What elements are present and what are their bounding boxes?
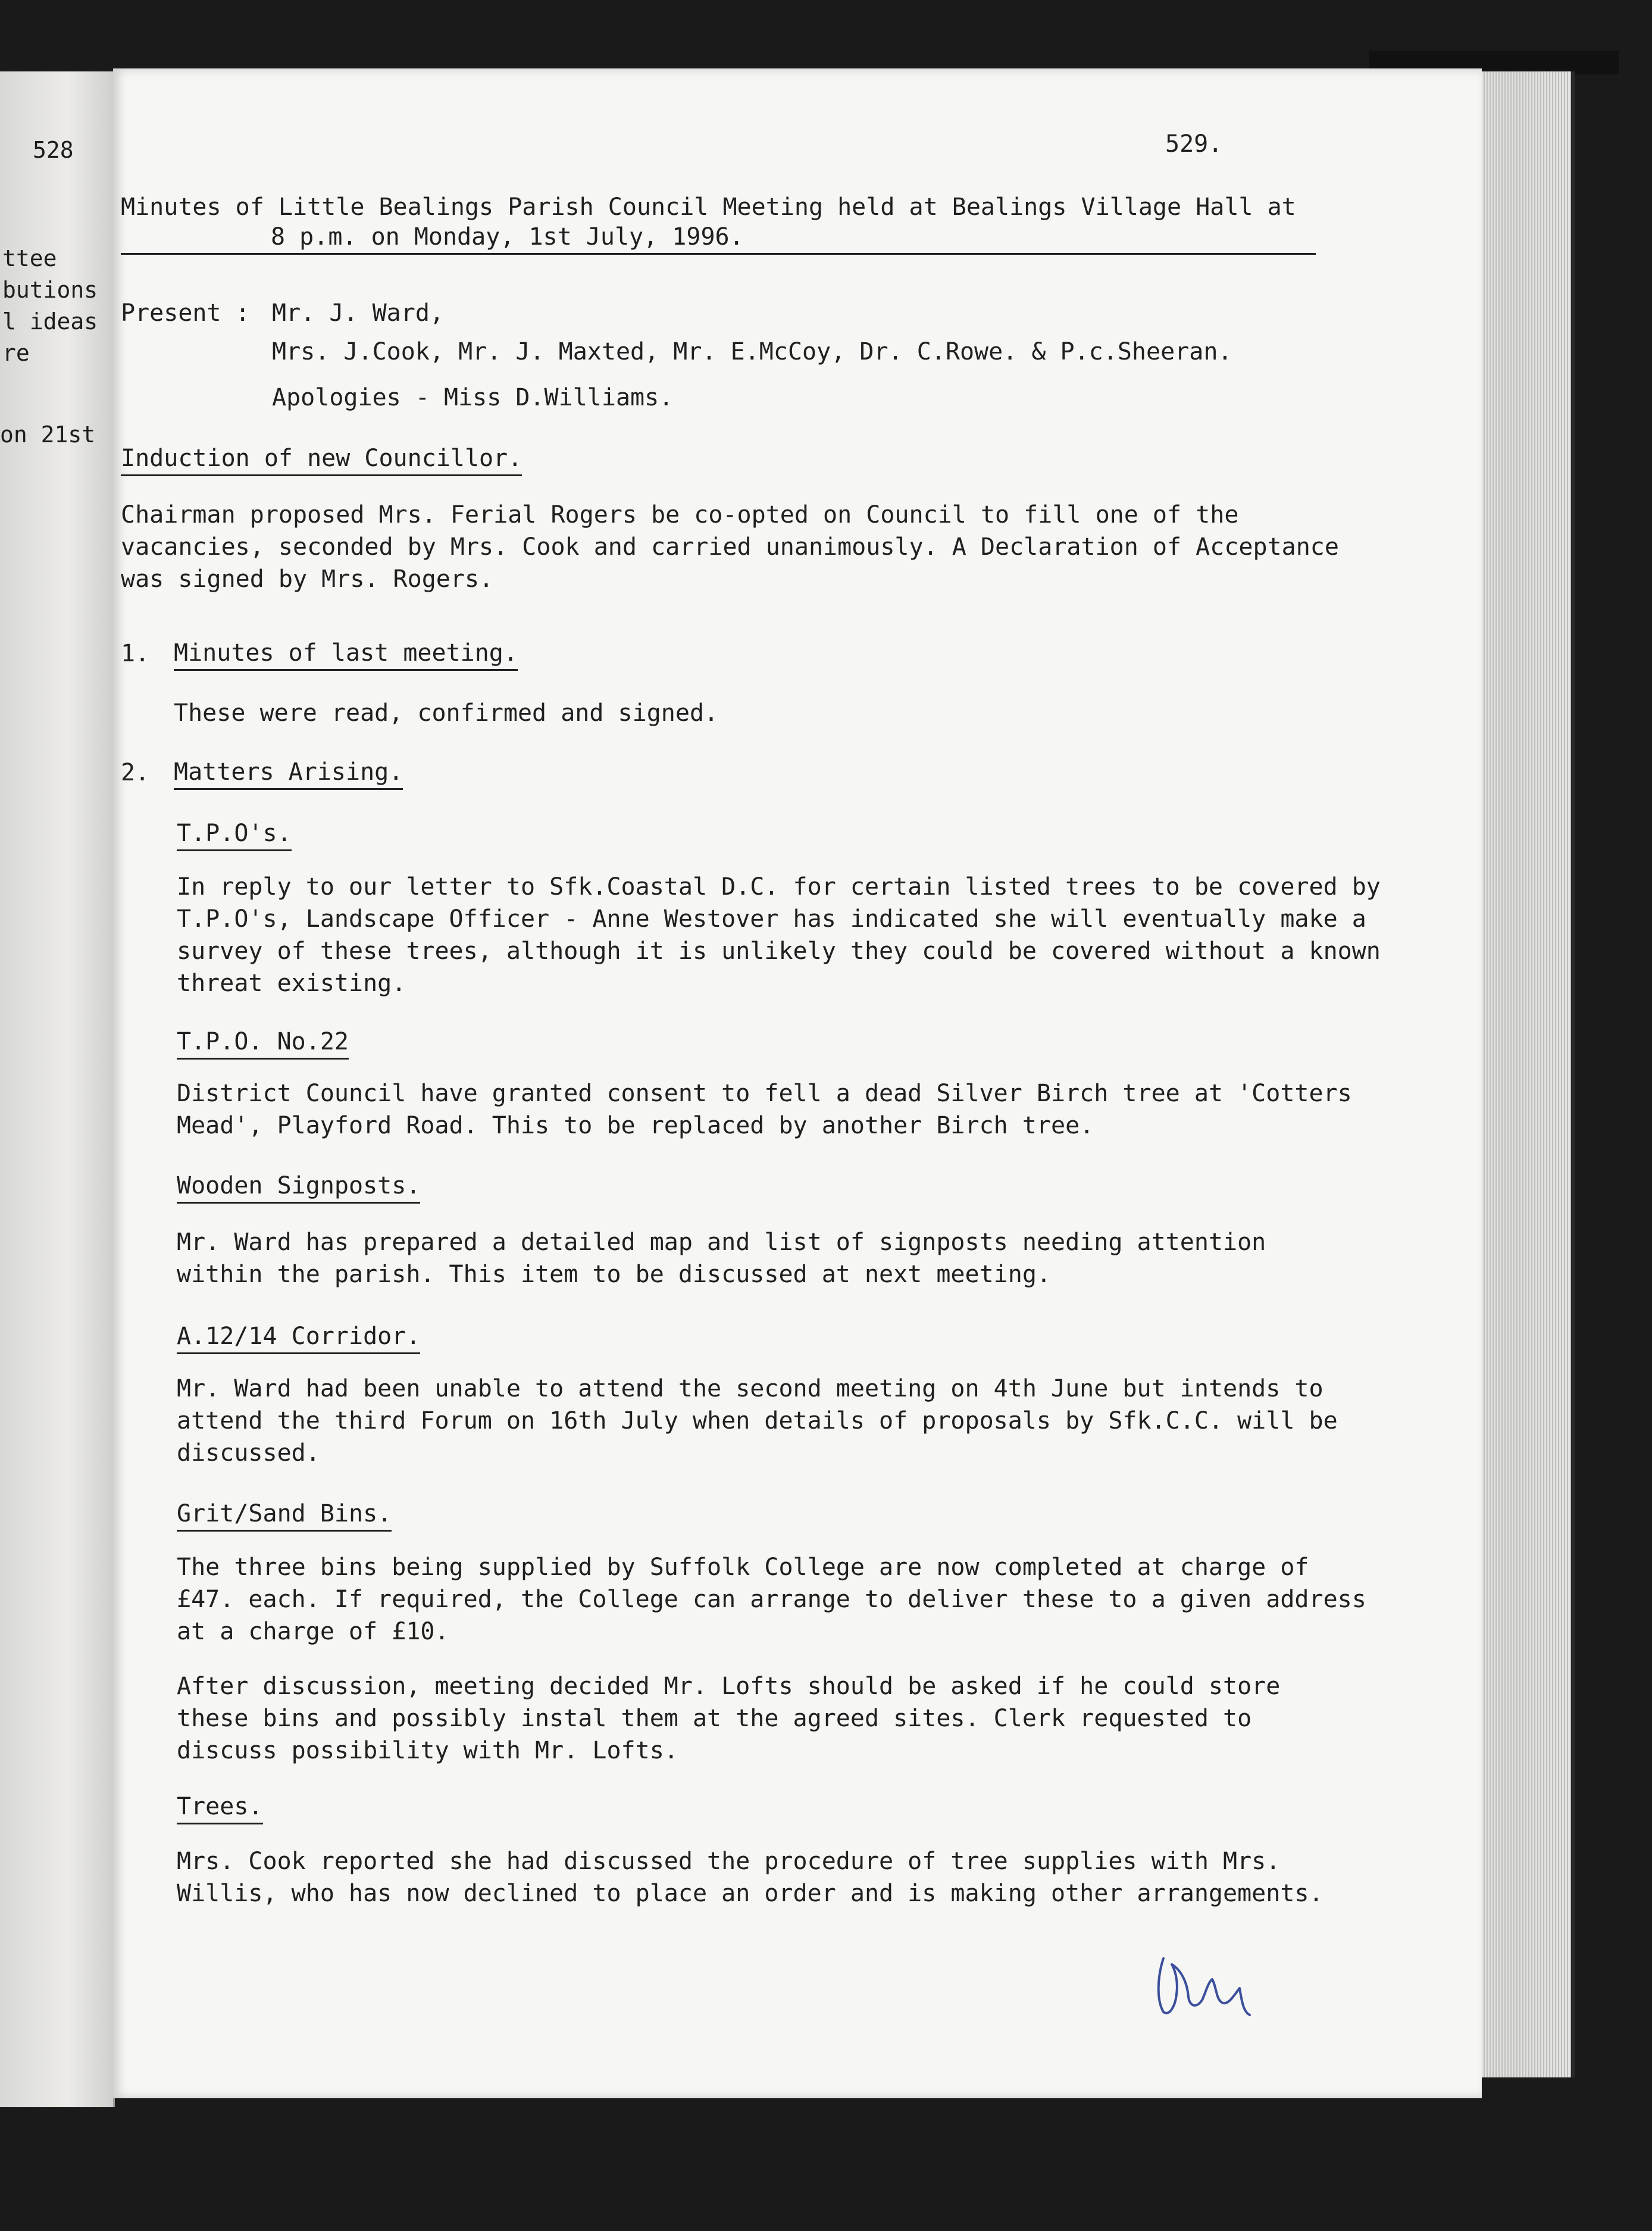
induction-text: Chairman proposed Mrs. Ferial Rogers be co-opted on Council to fill one of the vacancies, seconded by Mrs. Cook and carried unanimously. A Declaration of Acceptance was signed by Mrs. Rogers. — [121, 501, 1339, 593]
item-number: 1. — [121, 640, 150, 667]
section-text: Mr. Ward has prepared a detailed map and list of signposts needing attention within the parish. This item to be discussed at next meeting. — [177, 1229, 1266, 1288]
minutes-text: These were read, confirmed and signed. — [174, 699, 719, 727]
section-text: In reply to our letter to Sfk.Coastal D.C. for certain listed trees to be covered by T.P.O's, Landscape Officer - Anne Westover has indicated she will eventually make a survey of these trees, although it is unlikely they could be covered without a known threat existing. — [177, 873, 1381, 997]
induction-heading: Induction of new Councillor. — [121, 443, 522, 476]
item-number: 2. — [121, 759, 150, 786]
title-line-2: 8 p.m. on Monday, 1st July, 1996. — [271, 223, 744, 251]
section-text: The three bins being supplied by Suffolk College are now completed at charge of £47. each. If required, the College can arrange to deliver these to a given address at a charge of £10. — [177, 1554, 1366, 1645]
section-heading: T.P.O's. — [177, 818, 292, 851]
left-page-fragment: butions — [2, 277, 98, 303]
section-heading: T.P.O. No.22 — [177, 1027, 349, 1060]
present-members: Mrs. J.Cook, Mr. J. Maxted, Mr. E.McCoy, Dr. C.Rowe. & P.c.Sheeran. — [272, 338, 1232, 365]
left-page-fragment: ttee — [2, 245, 57, 271]
section-text: Mr. Ward had been unable to attend the second meeting on 4th June but intends to attend the third Forum on 16th July when details of proposals by Sfk.C.C. will be discussed. — [177, 1375, 1338, 1467]
left-page-fragment: re — [2, 340, 30, 366]
section-heading: A.12/14 Corridor. — [177, 1321, 420, 1354]
left-page-fragment: l ideas — [2, 308, 98, 335]
title-line-1: Minutes of Little Bealings Parish Council Meeting held at Bealings Village Hall at — [121, 193, 1296, 221]
section-heading: Trees. — [177, 1792, 263, 1824]
section-text: After discussion, meeting decided Mr. Lofts should be asked if he could store these bins and possibly instal them at the agreed sites. Clerk requested to discuss possibility with Mr. Lofts. — [177, 1673, 1281, 1764]
handwritten-initials — [1146, 1946, 1265, 2024]
section-heading: Grit/Sand Bins. — [177, 1499, 392, 1532]
present-chair: Mr. J. Ward, — [272, 299, 444, 327]
section-text: Mrs. Cook reported she had discussed the procedure of tree supplies with Mrs. Willis, who has now declined to place an order and is making other arrangements. — [177, 1848, 1324, 1907]
left-page — [0, 71, 115, 2107]
matters-arising-heading: Matters Arising. — [174, 757, 403, 790]
minutes-heading: Minutes of last meeting. — [174, 638, 518, 671]
apologies: Apologies - Miss D.Williams. — [272, 384, 674, 411]
present-label: Present : — [121, 299, 250, 327]
left-page-number: 528 — [33, 137, 74, 163]
left-page-fragment: on 21st — [0, 421, 96, 448]
page-block-edge — [1482, 71, 1575, 2077]
section-heading: Wooden Signposts. — [177, 1171, 420, 1204]
section-text: District Council have granted consent to fell a dead Silver Birch tree at 'Cotters Mead', Playford Road. This to be replaced by another Birch tree. — [177, 1080, 1352, 1139]
title-rule — [121, 253, 1316, 255]
page-number: 529. — [1165, 130, 1223, 158]
